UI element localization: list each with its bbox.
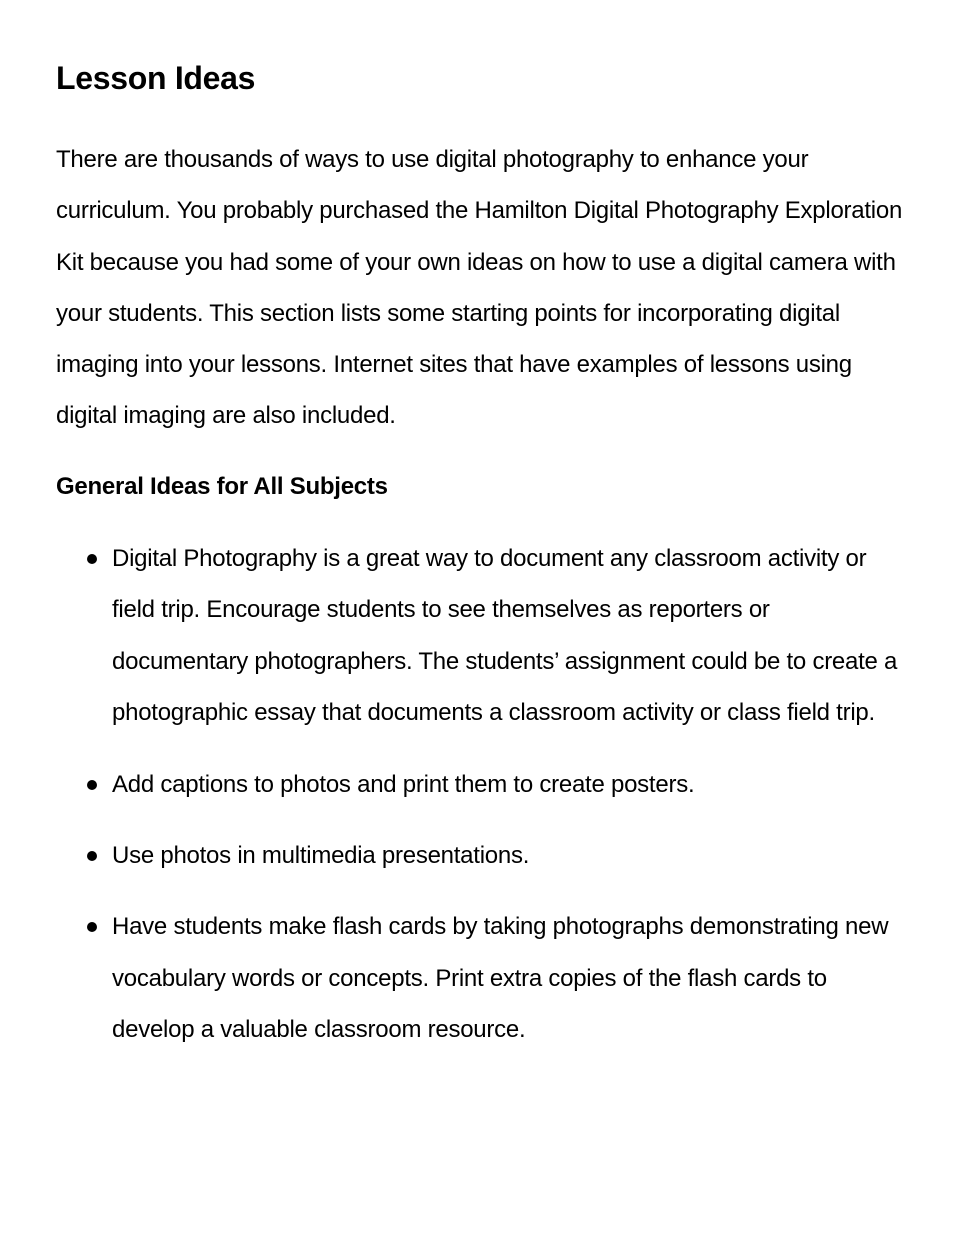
bullet-icon bbox=[87, 922, 97, 932]
list-item-text: Digital Photography is a great way to document any classroom activity or field trip. Encourage students to see themselves as reporters or documentary photographers. The students’ assignment could be to create a photographic essay that documents a classroom activity or class field trip. bbox=[112, 545, 898, 727]
list-item-text: Add captions to photos and print them to create posters. bbox=[112, 770, 695, 798]
page-title: Lesson Ideas bbox=[56, 60, 256, 96]
list-item-text: Use photos in multimedia presentations. bbox=[112, 842, 530, 870]
section-heading: General Ideas for All Subjects bbox=[56, 473, 388, 500]
bullet-icon bbox=[87, 780, 97, 790]
list-item bbox=[0, 759, 902, 810]
list-item-text: Have students make flash cards by taking photographs demonstrating new vocabulary words or concepts. Print extra copies of the flash cards to develop a valuable classroom resource. bbox=[112, 913, 889, 1044]
list-item bbox=[0, 901, 902, 1055]
bullet-icon bbox=[87, 851, 97, 861]
intro-paragraph: There are thousands of ways to use digital photography to enhance your curriculum. You probably purchased the Hamilton Digital Photography Exploration Kit because you had some of your own ideas on how to use a digital camera with your students. This section lists some starting points for incorporating digital imaging into your lessons. Internet sites that have examples of lessons using digital imaging are also included. bbox=[56, 146, 903, 430]
list-item bbox=[0, 830, 902, 881]
bullet-icon bbox=[87, 554, 97, 564]
ideas-list bbox=[0, 533, 954, 1076]
list-item bbox=[0, 533, 902, 739]
